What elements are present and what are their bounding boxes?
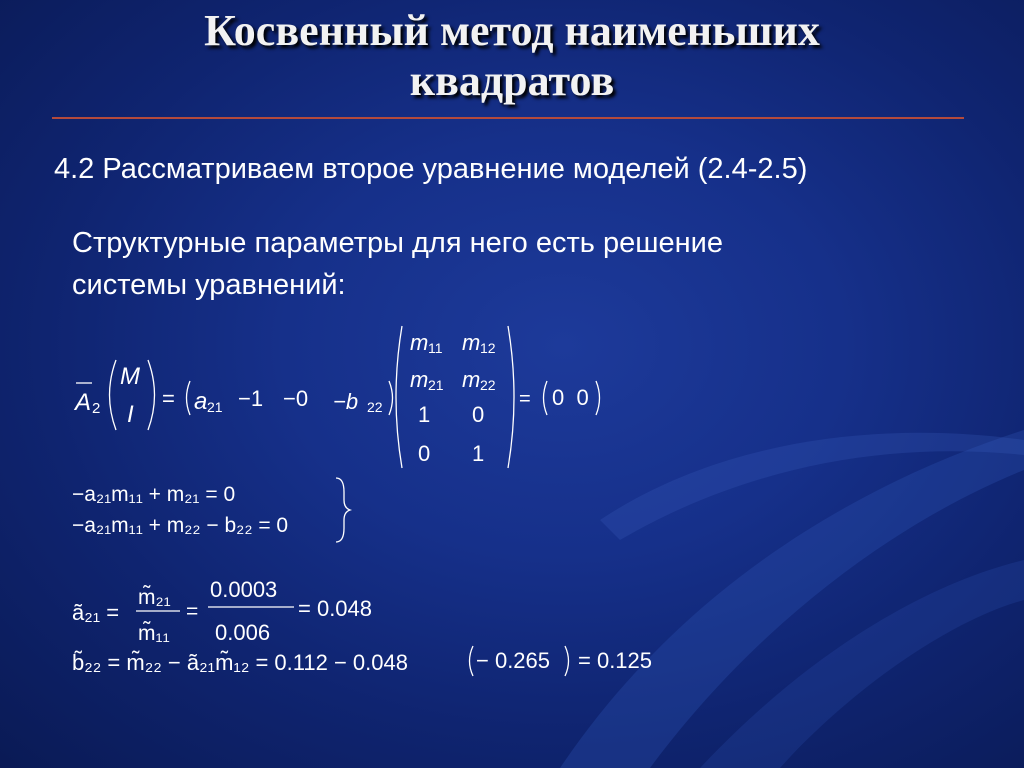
section-heading: 4.2 Рассматриваем второе уравнение моделей (2.4-2.5)	[54, 153, 808, 185]
b22-expression: b̃₂₂ = m̃₂₂ − ã₂₁m̃₁₂ = 0.112 − 0.048	[72, 650, 408, 675]
body-text-line-2: системы уравнений:	[72, 269, 346, 301]
svg-text:=: =	[186, 600, 199, 623]
svg-text:=: =	[519, 388, 531, 410]
m12-sub: 12	[480, 340, 496, 356]
m12: m	[462, 330, 481, 355]
row-minus-0: −0	[283, 386, 309, 411]
m22-sub: 22	[480, 377, 496, 393]
a21-estimate	[72, 577, 372, 645]
body-text-line-1: Структурные параметры для него есть решение	[72, 227, 723, 259]
m11: m	[410, 330, 429, 355]
cell-zero-b: 0	[418, 441, 431, 466]
row-b-sub: 22	[367, 399, 383, 415]
rhs-zero-vector: 0 0	[552, 385, 589, 410]
cell-one-a: 1	[418, 402, 431, 427]
row-a: a	[194, 388, 208, 415]
row-minus-b: −b	[333, 389, 359, 414]
m21: m	[410, 367, 429, 392]
lhs-sub: 2	[92, 400, 101, 417]
vector-top: M	[120, 363, 140, 390]
a21-den-value: 0.006	[215, 620, 271, 645]
cell-zero-a: 0	[472, 402, 485, 427]
system-eq-1: −a₂₁m₁₁ + m₂₁ = 0	[72, 483, 236, 506]
vector-bottom: I	[127, 401, 134, 428]
b22-estimate	[72, 646, 652, 676]
m22: m	[462, 367, 481, 392]
row-minus-1: −1	[238, 386, 264, 411]
cell-one-b: 1	[472, 441, 485, 466]
svg-text:=: =	[162, 386, 175, 411]
title-line-1: Косвенный метод наименьших	[204, 6, 820, 55]
matrix-equation	[73, 326, 600, 468]
m21-sub: 21	[428, 377, 444, 393]
system-eq-2: −a₂₁m₁₁ + m₂₂ − b₂₂ = 0	[72, 514, 289, 537]
a21-num-value: 0.0003	[210, 577, 278, 602]
title-line-2: квадратов	[409, 56, 615, 105]
a21-lhs: ã₂₁ =	[72, 600, 120, 625]
m11-sub: 11	[428, 340, 443, 356]
b22-result: = 0.125	[578, 648, 653, 673]
equation-system	[72, 478, 350, 542]
row-a-sub: 21	[207, 399, 223, 415]
a21-result: = 0.048	[298, 596, 373, 621]
lhs-symbol: A	[75, 389, 92, 416]
a21-den: m̃₁₁	[138, 622, 170, 645]
a21-num: m̃₂₁	[138, 586, 171, 609]
b22-inner: − 0.265	[476, 648, 551, 673]
